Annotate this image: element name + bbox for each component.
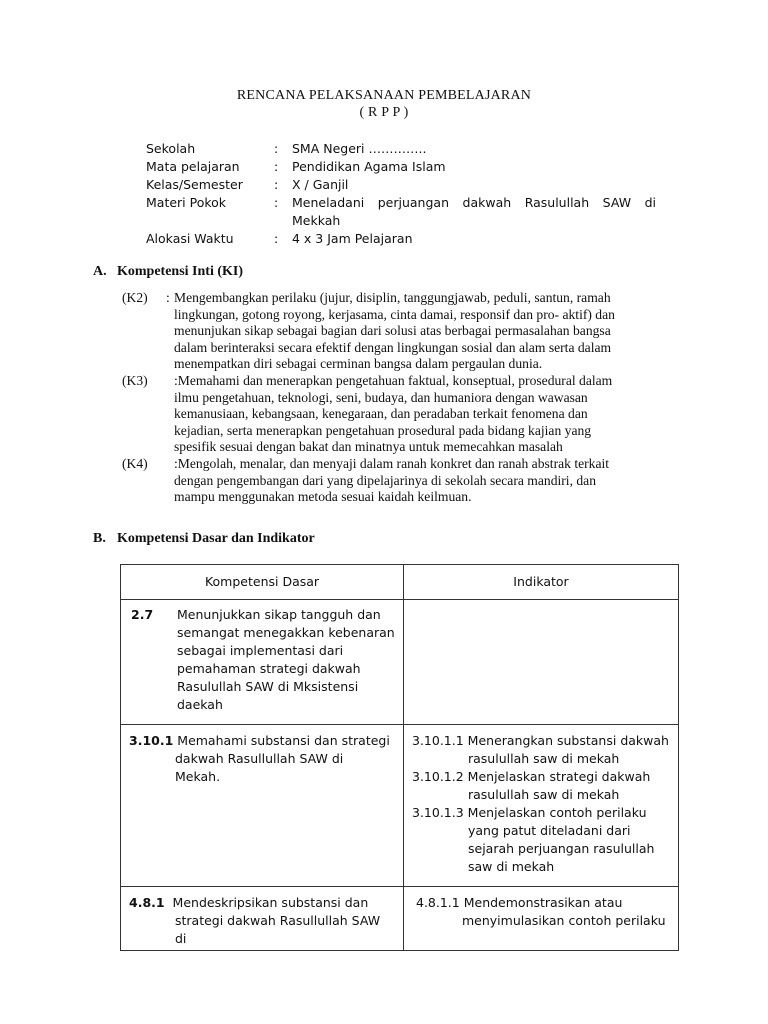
kd-line: semangat menegakkan kebenaran <box>177 625 395 640</box>
indikator-cell <box>404 725 679 887</box>
info-row-kelas-semester <box>146 176 656 194</box>
indikator-line <box>412 804 670 822</box>
info-colon: : <box>274 177 279 192</box>
ki-line: kejadian, serta menerapkan pengetahuan prosedural pada bidang kajian yang <box>174 422 592 438</box>
ki-code: (K3) <box>122 372 148 388</box>
info-label: Alokasi Waktu <box>146 231 234 246</box>
ki-line: menempatkan diri sebagai cerminan bangsa dalam pergaulan dunia. <box>174 356 543 372</box>
section-a-heading <box>93 264 243 280</box>
identity-info <box>146 140 656 248</box>
indikator-text: Menerangkan substansi dakwah <box>467 733 669 748</box>
indikator-number: 4.8.1.1 <box>416 895 460 910</box>
info-label: Materi Pokok <box>146 195 227 210</box>
ki-colon <box>166 373 174 456</box>
indikator-number: 3.10.1.3 <box>412 805 464 820</box>
ki-item-k4 <box>122 456 682 506</box>
indikator-line: rasulullah saw di mekah <box>468 751 620 766</box>
ki-item-k2 <box>122 290 682 373</box>
ki-text <box>174 373 682 456</box>
info-label: Kelas/Semester <box>146 177 243 192</box>
ki-item-k3 <box>122 373 682 456</box>
ki-line: lingkungan, gotong royong, kerjasama, cinta damai, responsif dan pro- aktif) dan <box>174 306 615 322</box>
indikator-text: Mendemonstrasikan atau <box>463 895 623 910</box>
ki-code: (K4) <box>122 455 148 471</box>
info-value-line: Meneladani perjuangan dakwah Rasulullah SAW di <box>292 195 656 210</box>
info-colon: : <box>274 195 279 210</box>
kompetensi-dasar-table <box>120 564 679 951</box>
ki-text <box>174 290 682 373</box>
ki-colon <box>166 456 174 506</box>
info-label: Sekolah <box>146 141 196 156</box>
info-row-mata-pelajaran <box>146 158 656 176</box>
ki-line: :Mengolah, menalar, dan menyaji dalam ranah konkret dan ranah abstrak terkait <box>174 455 610 471</box>
info-row-materi-pokok <box>146 194 656 230</box>
indikator-item <box>412 768 670 804</box>
indikator-number: 3.10.1.1 <box>412 733 464 748</box>
indikator-item <box>412 804 670 876</box>
ki-line: spesifik sesuai dengan bakat dan minatnya untuk memecahkan masalah <box>174 439 563 455</box>
info-colon: : <box>274 159 279 174</box>
indikator-line <box>416 894 670 912</box>
ki-line: ilmu pengetahuan, teknologi, seni, budaya, dan humaniora dengan wawasan <box>174 389 588 405</box>
indikator-line: saw di mekah <box>468 859 555 874</box>
indikator-line: rasulullah saw di mekah <box>468 787 620 802</box>
document-subtitle: ( R P P ) <box>359 105 409 120</box>
info-row-sekolah <box>146 140 656 158</box>
ki-line: kemanusiaan, kebangsaan, kenegaraan, dan peradaban terkait fenomena dan <box>174 406 588 422</box>
indikator-line <box>412 768 670 786</box>
section-letter: A. <box>93 264 107 279</box>
kd-line: dakwah Rasullullah SAW di <box>175 751 344 766</box>
indikator-cell <box>404 600 679 725</box>
indikator-item <box>416 894 670 930</box>
ki-line: :Memahami dan menerapkan pengetahuan faktual, konseptual, prosedural dalam <box>174 372 613 388</box>
kd-text: Memahami substansi dan strategi <box>177 733 390 748</box>
kd-number: 2.7 <box>131 607 154 622</box>
table-header-row <box>121 565 679 600</box>
kd-line: pemahaman strategi dakwah <box>177 661 361 676</box>
kd-cell <box>121 600 404 725</box>
kd-cell <box>121 887 404 951</box>
kd-line: sebagai implementasi dari <box>177 643 344 658</box>
info-colon: : <box>274 141 279 156</box>
info-value: Pendidikan Agama Islam <box>292 159 446 174</box>
kd-entry <box>121 887 403 950</box>
section-letter: B. <box>93 531 106 546</box>
kd-line: Mekah. <box>175 769 221 784</box>
indikator-list <box>404 887 678 932</box>
indikator-line: yang patut diteladani dari <box>468 823 631 838</box>
kd-text <box>177 606 395 714</box>
ki-line: mampu menggunakan metoda sesuai kaidah keilmuan. <box>174 489 472 505</box>
indikator-list <box>404 725 678 886</box>
ki-line: menunjukan sikap sebagai bagian dari solusi atas berbagai permasalahan bangsa <box>174 323 611 339</box>
kd-cell <box>121 725 404 887</box>
info-value: X / Ganjil <box>292 177 349 192</box>
ki-text <box>174 456 682 506</box>
indikator-text: Menjelaskan contoh perilaku <box>467 805 647 820</box>
indikator-item <box>412 732 670 768</box>
indikator-line: menyimulasikan contoh perilaku <box>462 913 666 928</box>
kd-line <box>129 894 395 912</box>
info-label: Mata pelajaran <box>146 159 240 174</box>
info-value-line: Mekkah <box>292 213 341 228</box>
info-value <box>292 194 656 230</box>
section-title: Kompetensi Inti (KI) <box>117 264 243 279</box>
info-colon: : <box>274 231 279 246</box>
kd-text: Mendeskripsikan substansi dan <box>172 895 369 910</box>
indikator-line: sejarah perjuangan rasulullah <box>468 841 655 856</box>
kd-entry <box>121 725 403 796</box>
ki-line: dalam berinteraksi secara efektif dengan lingkungan sosial dan alam serta dalam <box>174 339 612 355</box>
table-row <box>121 600 679 725</box>
indikator-cell <box>404 887 679 951</box>
info-value: SMA Negeri ………….. <box>292 141 427 156</box>
ki-line: dengan pengembangan dari yang dipelajarinya di sekolah secara mandiri, dan <box>174 472 596 488</box>
indikator-text: Menjelaskan strategi dakwah <box>467 769 651 784</box>
document-title: RENCANA PELAKSANAAN PEMBELAJARAN <box>236 88 532 103</box>
kompetensi-inti-list <box>122 290 682 506</box>
section-b-heading <box>93 531 315 547</box>
ki-code: (K2) <box>122 290 148 305</box>
kd-line: Menunjukkan sikap tangguh dan <box>177 607 381 622</box>
ki-colon: : <box>166 290 170 305</box>
indikator-number: 3.10.1.2 <box>412 769 464 784</box>
kd-line <box>129 732 395 750</box>
indikator-line <box>412 732 670 750</box>
ki-line: Mengembangkan perilaku (jujur, disiplin, tanggungjawab, peduli, santun, ramah <box>174 290 611 305</box>
kd-line: daekah <box>177 697 223 712</box>
kd-entry <box>121 600 403 724</box>
table-row <box>121 725 679 887</box>
section-title: Kompetensi Dasar dan Indikator <box>117 531 315 546</box>
kd-number: 4.8.1 <box>129 895 165 910</box>
table-row <box>121 887 679 951</box>
table-header-indikator: Indikator <box>404 565 679 600</box>
table-header-kompetensi-dasar: Kompetensi Dasar <box>121 565 404 600</box>
info-value: 4 x 3 Jam Pelajaran <box>292 231 413 246</box>
kd-line: Rasulullah SAW di Mksistensi <box>177 679 359 694</box>
info-row-alokasi-waktu <box>146 230 656 248</box>
kd-number: 3.10.1 <box>129 733 174 748</box>
kd-line: strategi dakwah Rasullullah SAW di <box>175 913 381 946</box>
